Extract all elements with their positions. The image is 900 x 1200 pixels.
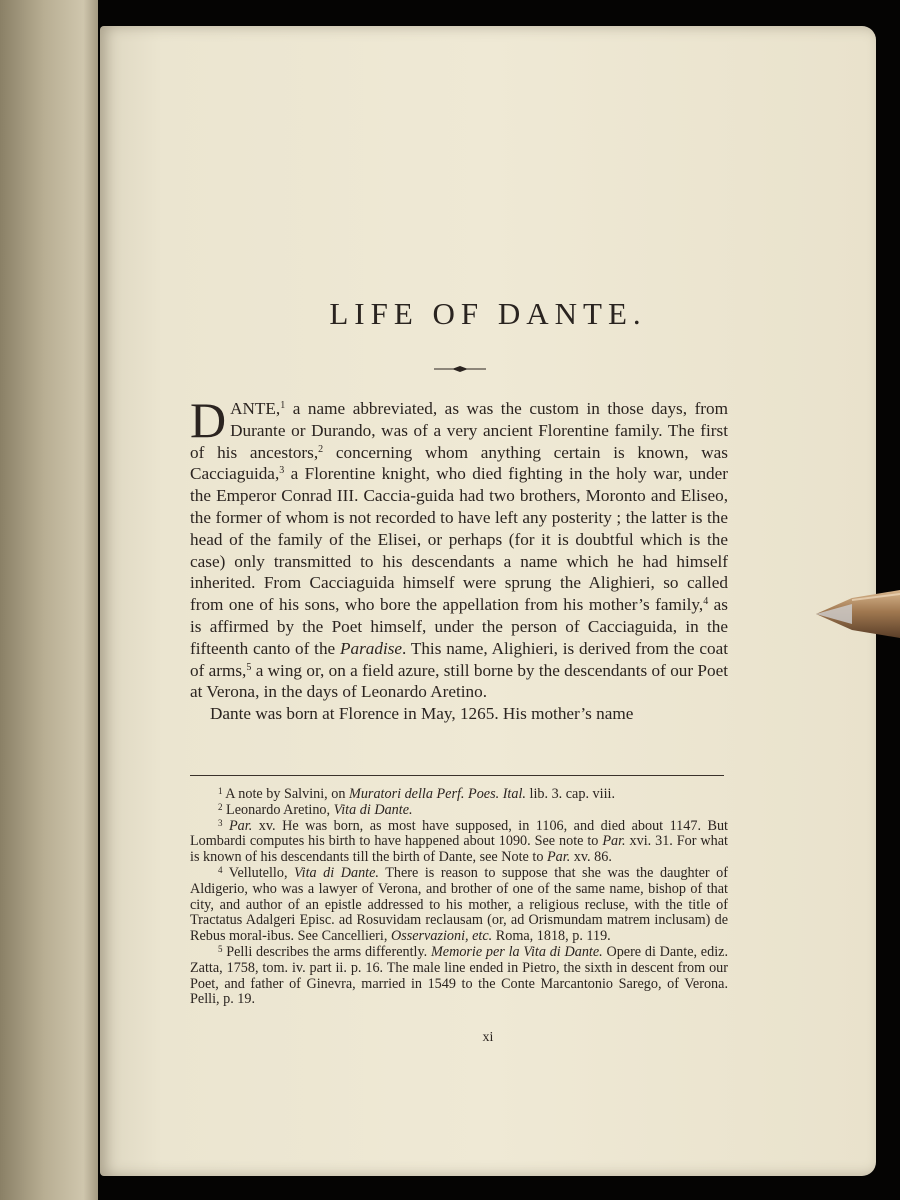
footnote-ref: 1 xyxy=(280,400,286,411)
footnote-1 xyxy=(190,787,728,803)
text-run: There is reason to suppose that she was the daughter of Aldigerio, who was a lawyer of Verona, and brother of one of the same name, bishop of that city, and author of an epistle addressed to his mother, a religious recluse, with the title of Tractatus Adalgeri Episc. ad Rosuvidam reclausam (or, ad Orismundam matrem inclusam) de Rebus moral-ibus. See Cancellieri, xyxy=(190,864,728,945)
footnote-4 xyxy=(190,866,728,945)
text-run: Pelli describes the arms differently. xyxy=(222,943,431,960)
text-run: A note by Salvini, on xyxy=(222,786,350,802)
text-run: a wing or, on a field azure, still borne by the descendants of our Poet at Verona, in the days of Leonardo Aretino. xyxy=(190,660,728,702)
italic-text: Par. xyxy=(602,833,626,850)
italic-text: Muratori della Perf. Poes. Ital. xyxy=(349,786,526,802)
italic-text: Vita di Dante. xyxy=(333,801,413,818)
italic-text: Vita di Dante. xyxy=(294,864,379,881)
text-run: lib. 3. cap. viii. xyxy=(525,786,616,802)
italic-text: Paradise xyxy=(339,638,403,658)
footnote-ref: 4 xyxy=(703,596,709,608)
text-run: concerning whom anything certain is known, was Cacciaguida, xyxy=(190,442,728,484)
ornament-divider-icon xyxy=(434,364,486,374)
text-run: Vellutello, xyxy=(222,864,295,881)
footnote-ref: 3 xyxy=(279,465,285,477)
text-run: xv. 86. xyxy=(570,849,612,866)
facing-page-edge xyxy=(0,0,98,1200)
page-number: xi xyxy=(482,1030,494,1045)
text-run: Dante was born at Florence in May, 1265. His mother’s name xyxy=(210,704,634,724)
footnote-ref: 5 xyxy=(218,943,223,954)
footnote-ref: 2 xyxy=(318,443,324,455)
footnote-rule xyxy=(190,775,724,776)
text-run: . This name, Alighieri, is derived from the coat of arms, xyxy=(190,638,728,680)
paragraph-1 xyxy=(190,392,728,703)
text-run: xv. He was born, as most have supposed, in 1106, and died about 1147. But Lombardi computes his birth to have happened about 1090. See note to xyxy=(190,817,728,850)
text-run: a name abbreviated, as was the custom in those days, from Durante or Durando, was of a very ancient Florentine family. The first of his ancestors, xyxy=(190,399,728,462)
italic-text: Osservazioni, etc. xyxy=(390,928,493,945)
footnote-2 xyxy=(190,803,728,819)
italic-text: Memorie per la Vita di Dante. xyxy=(430,943,603,960)
italic-text: Par. xyxy=(229,817,253,834)
text-run: as is affirmed by the Poet himself, under the person of Cacciaguida, in the fifteenth canto of the xyxy=(190,595,728,658)
footnotes xyxy=(190,787,728,1008)
text-run: Roma, 1818, p. 119. xyxy=(492,928,611,945)
body-text xyxy=(190,392,728,725)
paragraph-2 xyxy=(190,703,728,725)
text-run: ANTE, xyxy=(230,399,281,418)
footnote-ref: 5 xyxy=(246,661,252,673)
text-run: Leonardo Aretino, xyxy=(222,801,334,818)
footnote-3 xyxy=(190,819,728,866)
text-run: xvi. 31. For what is known of his descendants till the birth of Dante, see Note to xyxy=(190,833,728,866)
pen-nib-icon xyxy=(812,586,900,642)
footnote-ref: 1 xyxy=(218,786,223,796)
footnote-ref: 2 xyxy=(218,801,223,812)
text-run: Opere di Dante, ediz. Zatta, 1758, tom. iv. part ii. p. 16. The male line ended in Pietro, the sixth in descent from our Poet, and father of Ginevra, married in 1549 to the Conte Marcantonio Sarego, of Verona. Pelli, p. 19. xyxy=(190,943,728,1008)
italic-text: Par. xyxy=(546,849,571,866)
text-run: a Florentine knight, who died fighting in the holy war, under the Emperor Conrad III. Caccia-guida had two brothers, Moronto and Eliseo, the former of whom is not recorded to have left any posterity ; the latter is the head of the family of the Elisei, or perhaps (for it is doubtful which is the case) only transmitted to his descendants a name which he had himself inherited. From Cacciaguida himself were sprung the Alighieri, so called from one of his sons, who bore the appellation from his mother’s family, xyxy=(190,464,728,615)
drop-cap: D xyxy=(190,392,227,448)
footnote-ref: 4 xyxy=(218,864,223,875)
chapter-title: LIFE OF DANTE. xyxy=(329,296,647,331)
footnote-5 xyxy=(190,945,728,1008)
footnote-ref: 3 xyxy=(218,817,223,828)
